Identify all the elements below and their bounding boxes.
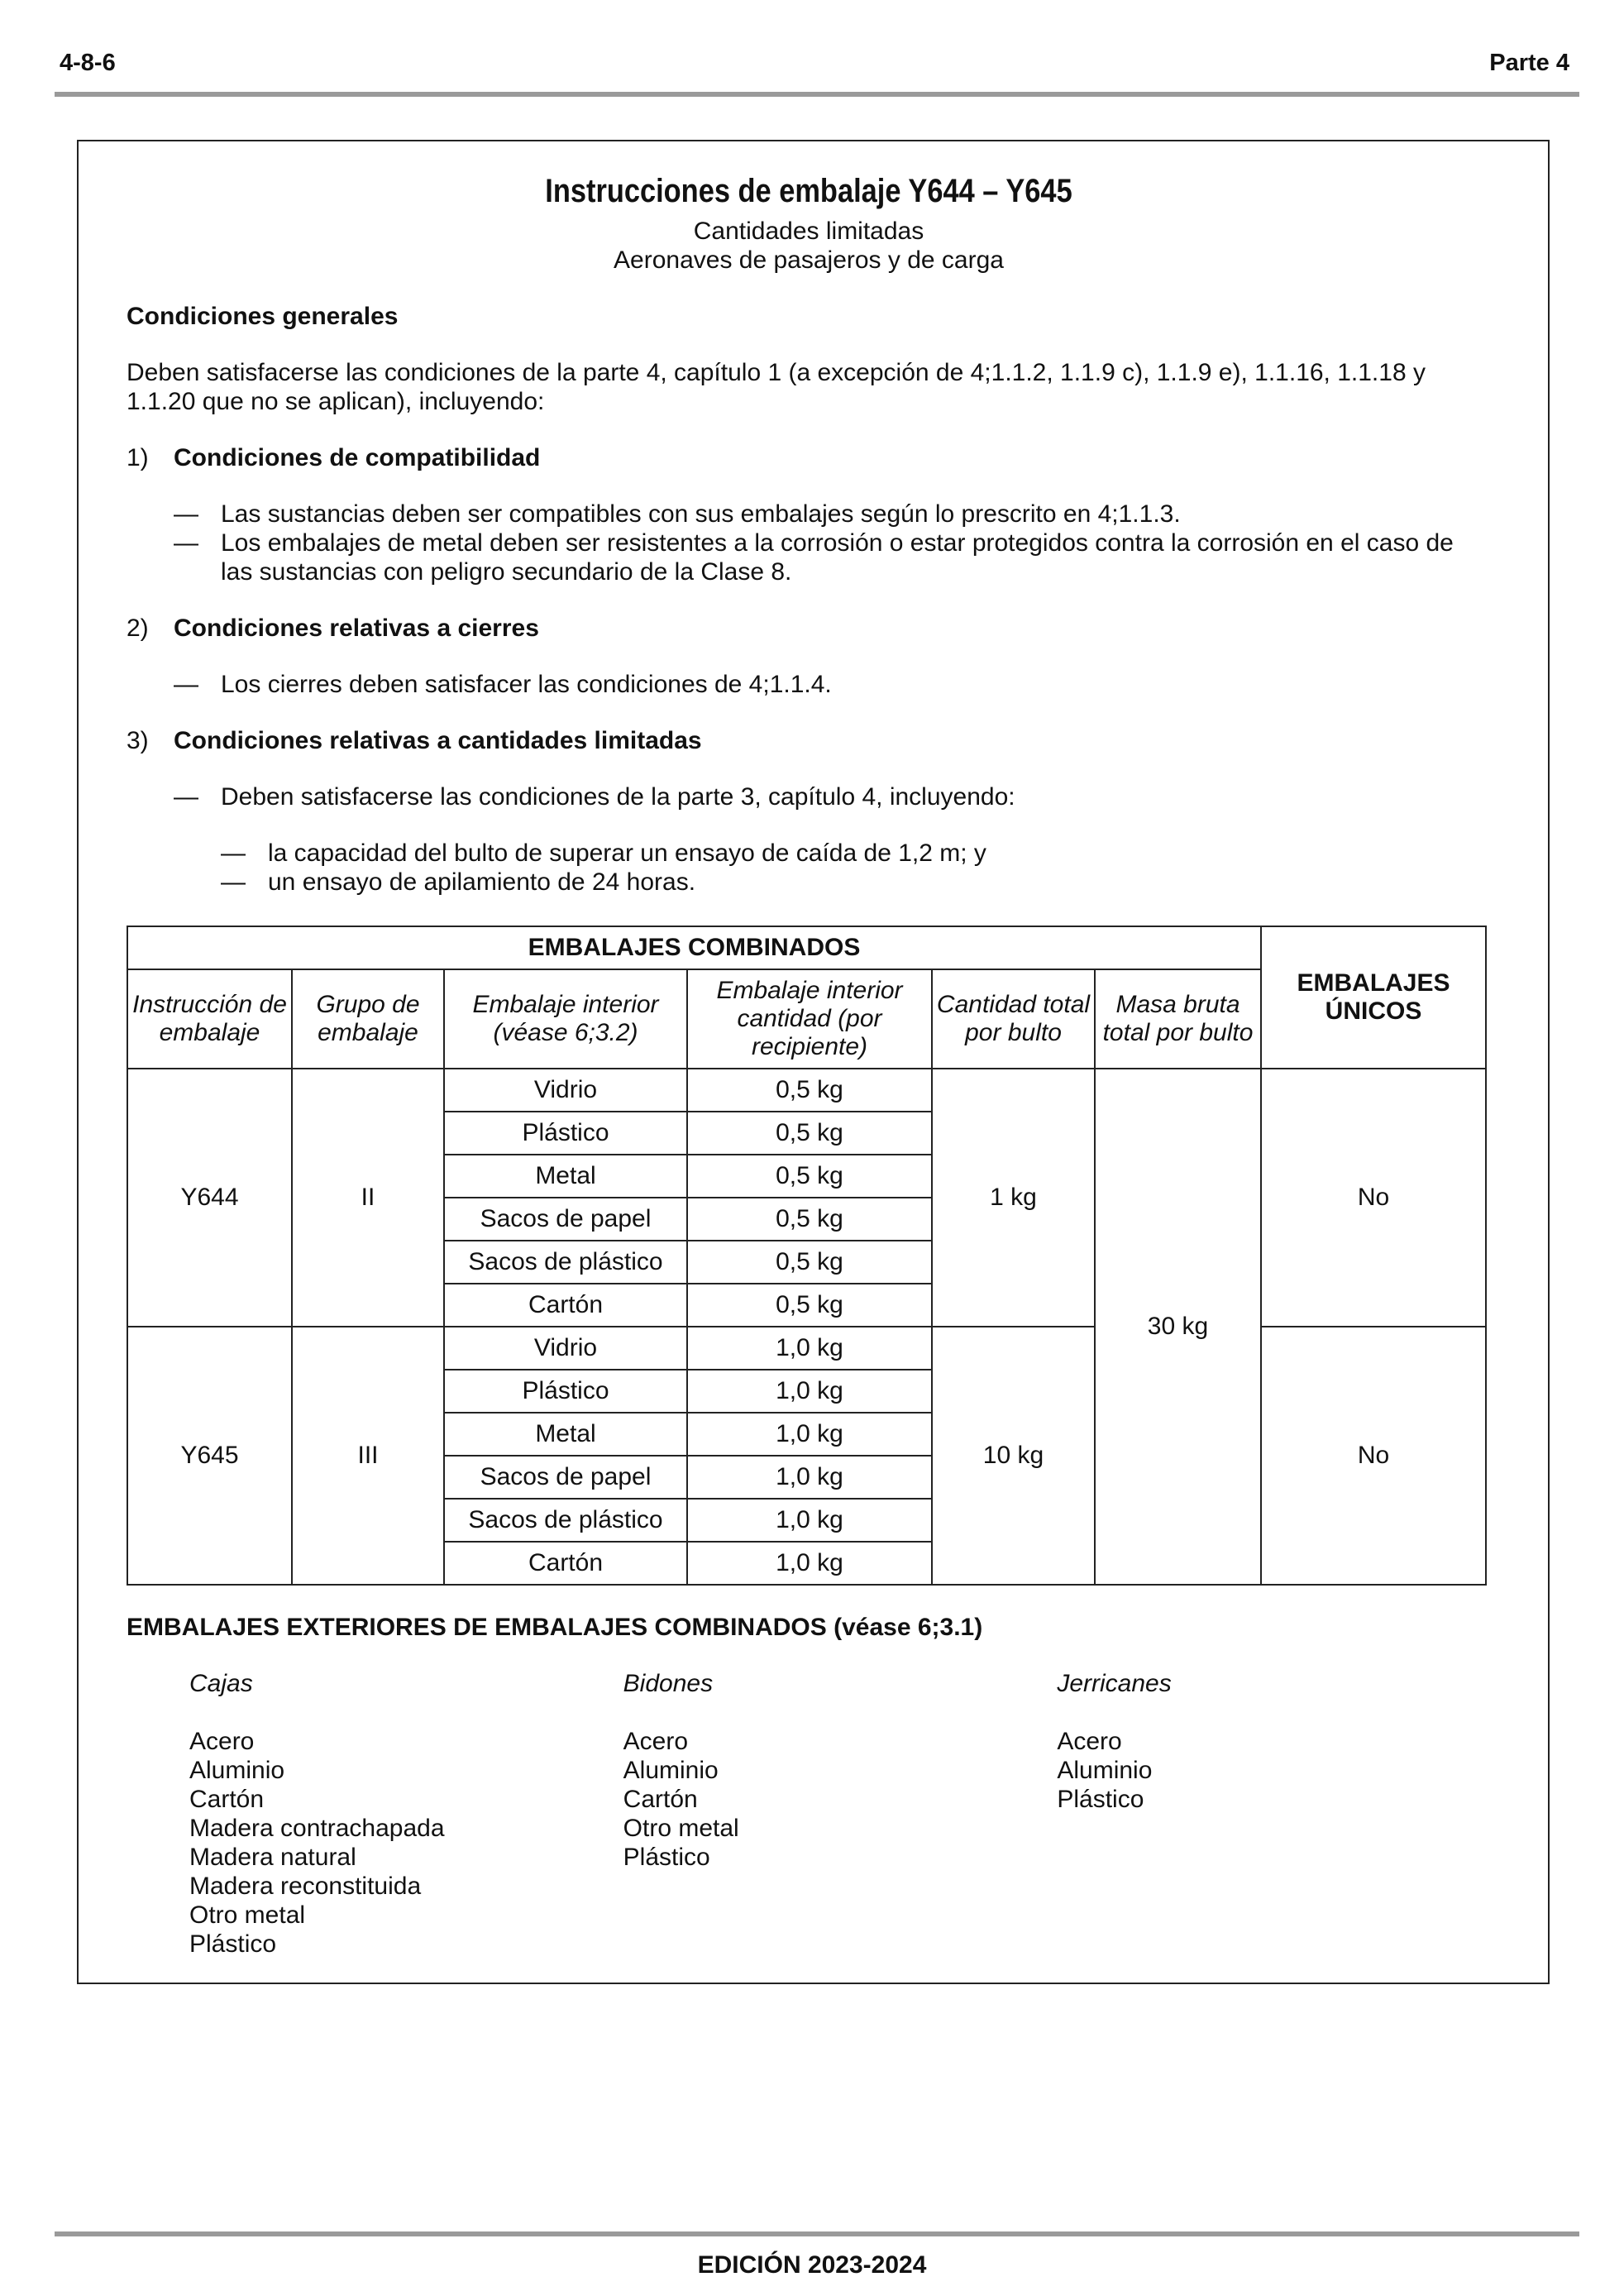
list-item: Madera reconstituida — [189, 1873, 422, 1900]
inner-quantity-cell: 1,0 kg — [687, 1542, 932, 1585]
col-header-packing-group: Grupo de embalaje — [292, 969, 444, 1069]
inner-packaging-cell: Sacos de plástico — [444, 1241, 687, 1284]
packing-table — [127, 926, 1487, 1586]
inner-packaging-cell: Sacos de papel — [444, 1456, 687, 1499]
list-item — [174, 670, 1491, 699]
col-header-inner-quantity: Embalaje interior cantidad (por recipiente) — [687, 969, 932, 1069]
list-item-text: Deben satisfacerse las condiciones de la parte 3, capítulo 4, incluyendo: — [221, 783, 1015, 811]
part-label: Parte 4 — [1489, 50, 1569, 76]
list-item — [174, 782, 1491, 811]
header-rule — [55, 92, 1579, 97]
list-item: Madera natural — [189, 1844, 356, 1871]
outer-packagings-columns — [189, 1669, 1491, 1959]
gross-mass-cell: 30 kg — [1095, 1069, 1261, 1585]
inner-quantity-cell: 0,5 kg — [687, 1284, 932, 1327]
page-number: 4-8-6 — [60, 50, 116, 76]
instruction-cell: Y644 — [127, 1069, 292, 1327]
section-number: 3) — [127, 727, 149, 754]
total-quantity-cell: 1 kg — [932, 1069, 1095, 1327]
sub-list-item-text: un ensayo de apilamiento de 24 horas. — [268, 868, 696, 896]
inner-quantity-cell: 1,0 kg — [687, 1327, 932, 1370]
inner-quantity-cell: 0,5 kg — [687, 1155, 932, 1198]
col-header-inner-packaging: Embalaje interior (véase 6;3.2) — [444, 969, 687, 1069]
sub-list-item — [221, 839, 1491, 868]
inner-quantity-cell: 0,5 kg — [687, 1241, 932, 1284]
inner-packaging-cell: Metal — [444, 1413, 687, 1456]
sub-list-item — [221, 868, 1491, 897]
inner-packaging-cell: Plástico — [444, 1112, 687, 1155]
inner-packaging-cell: Cartón — [444, 1542, 687, 1585]
dash-bullet: — — [174, 500, 198, 528]
inner-packaging-cell: Plástico — [444, 1370, 687, 1413]
dash-bullet: — — [221, 868, 246, 896]
dash-bullet: — — [221, 839, 246, 867]
inner-quantity-cell: 1,0 kg — [687, 1456, 932, 1499]
inner-packaging-cell: Cartón — [444, 1284, 687, 1327]
list-item: Aluminio — [1057, 1757, 1153, 1784]
inner-quantity-cell: 1,0 kg — [687, 1499, 932, 1542]
col-header-total-quantity: Cantidad total por bulto — [932, 969, 1095, 1069]
inner-quantity-cell: 1,0 kg — [687, 1370, 932, 1413]
outer-packagings-title: EMBALAJES EXTERIORES DE EMBALAJES COMBINADOS (véase 6;3.1) — [127, 1614, 983, 1641]
col-header-gross-mass: Masa bruta total por bulto — [1095, 969, 1261, 1069]
subtitle-aircraft: Aeronaves de pasajeros y de carga — [614, 246, 1004, 274]
section-heading: Condiciones relativas a cierres — [174, 615, 539, 642]
section-2 — [127, 614, 1491, 643]
combined-packagings-header: EMBALAJES COMBINADOS — [127, 926, 1261, 969]
section-heading: Condiciones de compatibilidad — [174, 444, 541, 471]
list-item: Plástico — [189, 1930, 277, 1958]
list-item: Otro metal — [623, 1815, 739, 1842]
column-heading: Cajas — [189, 1670, 253, 1697]
box-content — [127, 170, 1491, 1959]
edition-label: EDICIÓN 2023-2024 — [697, 2251, 927, 2279]
list-item-text: Los embalajes de metal deben ser resistentes a la corrosión o estar protegidos contra la corrosión en el caso de las sustancias con peligro secundario de la Clase 8. — [221, 529, 1454, 586]
inner-packaging-cell: Vidrio — [444, 1327, 687, 1370]
section-number: 1) — [127, 444, 149, 471]
inner-packaging-cell: Sacos de papel — [444, 1198, 687, 1241]
table-row — [127, 1069, 1486, 1112]
outer-column-jerricans — [1057, 1669, 1491, 1959]
list-item: Aluminio — [623, 1757, 719, 1784]
single-packagings-header: EMBALAJES ÚNICOS — [1261, 926, 1486, 1069]
inner-quantity-cell: 1,0 kg — [687, 1413, 932, 1456]
total-quantity-cell: 10 kg — [932, 1327, 1095, 1585]
list-item-text: Los cierres deben satisfacer las condiciones de 4;1.1.4. — [221, 671, 832, 698]
list-item: Acero — [623, 1728, 689, 1755]
list-item-text: Las sustancias deben ser compatibles con sus embalajes según lo prescrito en 4;1.1.3. — [221, 500, 1181, 528]
list-item — [174, 500, 1491, 529]
list-item — [174, 529, 1491, 586]
list-item: Plástico — [623, 1844, 710, 1871]
inner-packaging-cell: Metal — [444, 1155, 687, 1198]
outer-column-drums — [623, 1669, 1058, 1959]
inner-quantity-cell: 0,5 kg — [687, 1069, 932, 1112]
subtitle-quantities: Cantidades limitadas — [693, 218, 924, 245]
list-item: Acero — [189, 1728, 255, 1755]
packing-group-cell: II — [292, 1069, 444, 1327]
list-item: Aluminio — [189, 1757, 285, 1784]
inner-quantity-cell: 0,5 kg — [687, 1112, 932, 1155]
list-item: Cartón — [189, 1786, 265, 1813]
single-packagings-cell: No — [1261, 1069, 1486, 1327]
footer-rule — [55, 2231, 1579, 2236]
dash-bullet: — — [174, 529, 198, 557]
single-packagings-cell: No — [1261, 1327, 1486, 1585]
section-3 — [127, 726, 1491, 755]
document-title: Instrucciones de embalaje Y644 – Y645 — [545, 173, 1072, 209]
list-item: Plástico — [1057, 1786, 1144, 1813]
packing-group-cell: III — [292, 1327, 444, 1585]
packing-instruction-box — [77, 140, 1550, 1984]
general-text: Deben satisfacerse las condiciones de la parte 4, capítulo 1 (a excepción de 4;1.1.2, 1.1.9 c), 1.1.9 e), 1.1.16, 1.1.18 y 1.1.20 que no se aplican), incluyendo: — [127, 359, 1426, 415]
section-1 — [127, 443, 1491, 472]
table-row — [127, 1327, 1486, 1370]
dash-bullet: — — [174, 671, 198, 698]
list-item: Madera contrachapada — [189, 1815, 445, 1842]
list-item: Cartón — [623, 1786, 698, 1813]
column-heading: Bidones — [623, 1670, 714, 1697]
list-item: Acero — [1057, 1728, 1122, 1755]
list-item: Otro metal — [189, 1901, 306, 1929]
inner-quantity-cell: 0,5 kg — [687, 1198, 932, 1241]
general-heading: Condiciones generales — [127, 303, 399, 330]
column-heading: Jerricanes — [1057, 1670, 1172, 1697]
inner-packaging-cell: Sacos de plástico — [444, 1499, 687, 1542]
col-header-instruction: Instrucción de embalaje — [127, 969, 292, 1069]
sub-list-item-text: la capacidad del bulto de superar un ensayo de caída de 1,2 m; y — [268, 839, 986, 867]
dash-bullet: — — [174, 783, 198, 811]
section-heading: Condiciones relativas a cantidades limitadas — [174, 727, 702, 754]
outer-column-boxes — [189, 1669, 623, 1959]
section-number: 2) — [127, 615, 149, 642]
instruction-cell: Y645 — [127, 1327, 292, 1585]
inner-packaging-cell: Vidrio — [444, 1069, 687, 1112]
